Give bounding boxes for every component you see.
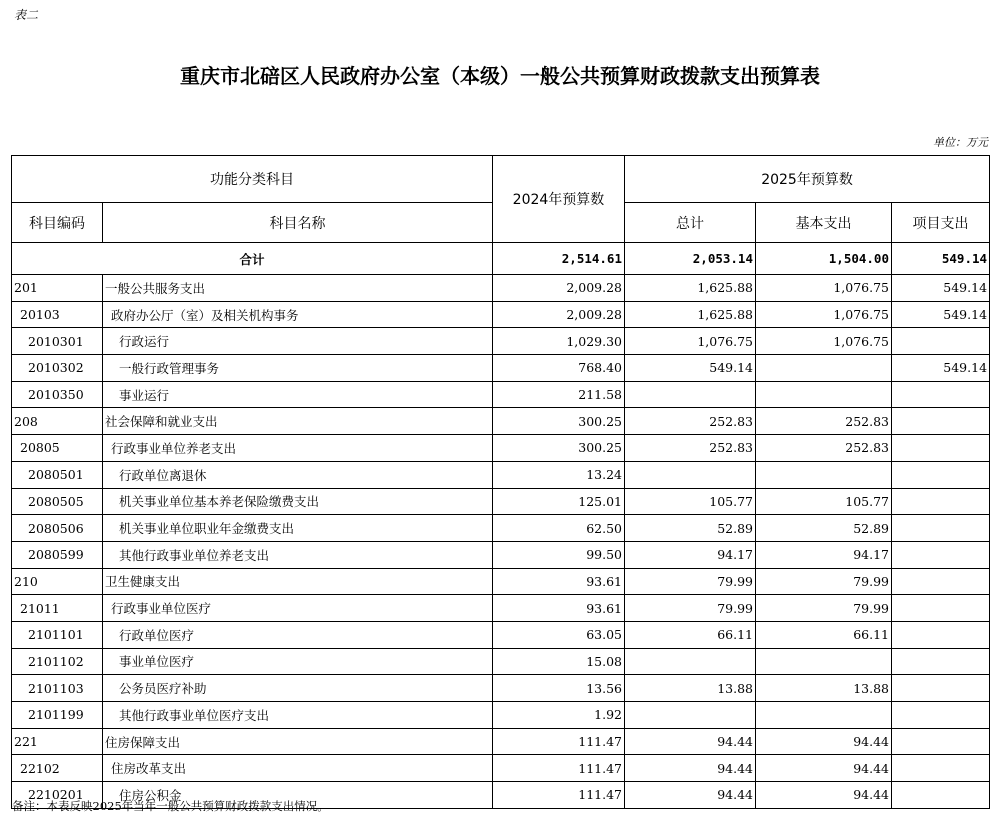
footnote: 备注：本表反映2025年当年一般公共预算财政拨款支出情况。 — [12, 799, 329, 813]
budget-2024-cell: 768.40 — [493, 355, 625, 382]
budget-2025-basic-cell — [756, 702, 892, 729]
budget-2024-cell: 111.47 — [493, 755, 625, 782]
budget-2025-basic-cell: 94.44 — [756, 755, 892, 782]
budget-2025-total-cell: 1,625.88 — [625, 301, 756, 328]
table-row — [12, 488, 990, 515]
budget-2025-project-cell — [892, 381, 990, 408]
unit-label: 单位：万元 — [933, 136, 988, 149]
budget-2025-basic-cell: 1,076.75 — [756, 275, 892, 302]
subject-code-cell: 2010301 — [12, 328, 103, 355]
subject-code-cell: 2080506 — [12, 515, 103, 542]
table-row — [12, 355, 990, 382]
total-row — [12, 243, 990, 275]
budget-2025-total-cell: 52.89 — [625, 515, 756, 542]
table-row — [12, 621, 990, 648]
table-row — [12, 541, 990, 568]
budget-2025-project-cell — [892, 595, 990, 622]
budget-2024-cell: 99.50 — [493, 541, 625, 568]
table-row — [12, 408, 990, 435]
budget-2025-total-cell: 94.44 — [625, 755, 756, 782]
budget-2024-cell: 2,009.28 — [493, 301, 625, 328]
subject-code-cell: 22102 — [12, 755, 103, 782]
budget-2025-total-cell: 252.83 — [625, 435, 756, 462]
subject-name-cell: 其他行政事业单位养老支出 — [103, 541, 493, 568]
budget-2025-total-cell — [625, 381, 756, 408]
budget-2025-total-cell: 94.44 — [625, 728, 756, 755]
budget-2025-total-cell: 66.11 — [625, 621, 756, 648]
subject-name-cell: 事业运行 — [103, 381, 493, 408]
budget-2024-cell: 62.50 — [493, 515, 625, 542]
budget-2024-cell: 300.25 — [493, 435, 625, 462]
subject-name-cell: 一般公共服务支出 — [103, 275, 493, 302]
page-title: 重庆市北碚区人民政府办公室（本级）一般公共预算财政拨款支出预算表 — [180, 64, 820, 88]
budget-2025-project-cell — [892, 488, 990, 515]
budget-2025-total-cell: 1,625.88 — [625, 275, 756, 302]
total-budget-2024: 2,514.61 — [493, 243, 625, 275]
budget-2025-total-cell: 1,076.75 — [625, 328, 756, 355]
subject-name-cell: 其他行政事业单位医疗支出 — [103, 702, 493, 729]
table-row — [12, 702, 990, 729]
header-budget-2024: 2024年预算数 — [493, 156, 625, 243]
subject-name-cell: 卫生健康支出 — [103, 568, 493, 595]
budget-2024-cell: 111.47 — [493, 728, 625, 755]
subject-code-cell: 2010350 — [12, 381, 103, 408]
subject-name-cell: 机关事业单位基本养老保险缴费支出 — [103, 488, 493, 515]
budget-2025-total-cell: 94.44 — [625, 782, 756, 809]
budget-2025-total-cell: 549.14 — [625, 355, 756, 382]
table-row — [12, 515, 990, 542]
budget-2024-cell: 1.92 — [493, 702, 625, 729]
budget-2025-total-cell: 94.17 — [625, 541, 756, 568]
budget-2025-basic-cell — [756, 461, 892, 488]
header-name: 科目名称 — [103, 203, 493, 243]
subject-code-cell: 20805 — [12, 435, 103, 462]
budget-2025-basic-cell: 1,076.75 — [756, 328, 892, 355]
table-header — [12, 156, 990, 243]
budget-2025-basic-cell: 1,076.75 — [756, 301, 892, 328]
subject-name-cell: 行政事业单位医疗 — [103, 595, 493, 622]
budget-2025-total-cell: 79.99 — [625, 568, 756, 595]
budget-2025-project-cell — [892, 568, 990, 595]
subject-name-cell: 行政单位医疗 — [103, 621, 493, 648]
budget-2025-basic-cell: 252.83 — [756, 435, 892, 462]
subject-name-cell: 政府办公厅（室）及相关机构事务 — [103, 301, 493, 328]
table-row — [12, 328, 990, 355]
budget-2025-basic-cell: 66.11 — [756, 621, 892, 648]
subject-code-cell: 2080501 — [12, 461, 103, 488]
budget-2024-cell: 15.08 — [493, 648, 625, 675]
table-row — [12, 461, 990, 488]
table-row — [12, 755, 990, 782]
budget-2025-basic-cell: 94.44 — [756, 728, 892, 755]
subject-code-cell: 208 — [12, 408, 103, 435]
budget-2025-project-cell — [892, 755, 990, 782]
budget-2025-total-cell: 79.99 — [625, 595, 756, 622]
budget-2025-basic-cell: 52.89 — [756, 515, 892, 542]
subject-name-cell: 住房改革支出 — [103, 755, 493, 782]
budget-2025-basic-cell: 79.99 — [756, 595, 892, 622]
subject-code-cell: 2101199 — [12, 702, 103, 729]
subject-code-cell: 2101103 — [12, 675, 103, 702]
subject-name-cell: 行政事业单位养老支出 — [103, 435, 493, 462]
subject-name-cell: 事业单位医疗 — [103, 648, 493, 675]
budget-2024-cell: 125.01 — [493, 488, 625, 515]
budget-2025-project-cell — [892, 435, 990, 462]
header-basic: 基本支出 — [756, 203, 892, 243]
budget-2024-cell: 111.47 — [493, 782, 625, 809]
total-label: 合计 — [12, 243, 493, 275]
subject-name-cell: 机关事业单位职业年金缴费支出 — [103, 515, 493, 542]
budget-2025-basic-cell: 252.83 — [756, 408, 892, 435]
subject-name-cell: 公务员医疗补助 — [103, 675, 493, 702]
budget-2025-project-cell — [892, 621, 990, 648]
table-row — [12, 301, 990, 328]
budget-2025-project-cell: 549.14 — [892, 355, 990, 382]
budget-2024-cell: 93.61 — [493, 595, 625, 622]
subject-name-cell: 住房公积金 — [103, 782, 493, 809]
budget-2025-project-cell — [892, 702, 990, 729]
budget-2025-basic-cell: 13.88 — [756, 675, 892, 702]
total-budget-2025-total: 2,053.14 — [625, 243, 756, 275]
table-row — [12, 728, 990, 755]
budget-2025-project-cell — [892, 515, 990, 542]
table-row — [12, 381, 990, 408]
subject-name-cell: 行政单位离退休 — [103, 461, 493, 488]
subject-code-cell: 201 — [12, 275, 103, 302]
budget-2024-cell: 13.56 — [493, 675, 625, 702]
budget-2025-total-cell: 252.83 — [625, 408, 756, 435]
budget-2024-cell: 93.61 — [493, 568, 625, 595]
subject-code-cell: 210 — [12, 568, 103, 595]
total-budget-2025-project: 549.14 — [892, 243, 990, 275]
table-row — [12, 675, 990, 702]
table-body — [12, 243, 990, 809]
budget-2024-cell: 2,009.28 — [493, 275, 625, 302]
budget-2025-basic-cell: 79.99 — [756, 568, 892, 595]
budget-2024-cell: 13.24 — [493, 461, 625, 488]
budget-2025-project-cell — [892, 408, 990, 435]
budget-2024-cell: 63.05 — [493, 621, 625, 648]
total-budget-2025-basic: 1,504.00 — [756, 243, 892, 275]
budget-2025-project-cell — [892, 728, 990, 755]
budget-2025-project-cell — [892, 648, 990, 675]
subject-name-cell: 一般行政管理事务 — [103, 355, 493, 382]
budget-2024-cell: 1,029.30 — [493, 328, 625, 355]
subject-code-cell: 2080599 — [12, 541, 103, 568]
budget-2025-basic-cell — [756, 381, 892, 408]
budget-2025-project-cell: 549.14 — [892, 275, 990, 302]
budget-2025-basic-cell: 105.77 — [756, 488, 892, 515]
subject-name-cell: 住房保障支出 — [103, 728, 493, 755]
budget-2025-basic-cell: 94.17 — [756, 541, 892, 568]
header-code: 科目编码 — [12, 203, 103, 243]
subject-code-cell: 221 — [12, 728, 103, 755]
budget-2025-project-cell: 549.14 — [892, 301, 990, 328]
budget-2025-total-cell: 105.77 — [625, 488, 756, 515]
budget-table — [11, 155, 990, 809]
subject-name-cell: 行政运行 — [103, 328, 493, 355]
budget-2024-cell: 211.58 — [493, 381, 625, 408]
table-row — [12, 648, 990, 675]
budget-2025-basic-cell — [756, 355, 892, 382]
budget-2025-total-cell: 13.88 — [625, 675, 756, 702]
subject-code-cell: 2101102 — [12, 648, 103, 675]
budget-2025-project-cell — [892, 675, 990, 702]
subject-code-cell: 2080505 — [12, 488, 103, 515]
budget-2025-basic-cell — [756, 648, 892, 675]
subject-code-cell: 21011 — [12, 595, 103, 622]
budget-2025-total-cell — [625, 702, 756, 729]
table-row — [12, 595, 990, 622]
subject-code-cell: 20103 — [12, 301, 103, 328]
header-project: 项目支出 — [892, 203, 990, 243]
table-label: 表二 — [14, 8, 39, 22]
subject-code-cell: 2210201 — [12, 782, 103, 809]
table-row — [12, 568, 990, 595]
budget-2025-total-cell — [625, 648, 756, 675]
table-row — [12, 275, 990, 302]
header-budget-2025: 2025年预算数 — [625, 156, 990, 203]
table-row — [12, 435, 990, 462]
budget-2025-project-cell — [892, 541, 990, 568]
budget-2024-cell: 300.25 — [493, 408, 625, 435]
budget-2025-basic-cell: 94.44 — [756, 782, 892, 809]
budget-2025-total-cell — [625, 461, 756, 488]
budget-2025-project-cell — [892, 782, 990, 809]
header-functional-group: 功能分类科目 — [12, 156, 493, 203]
budget-2025-project-cell — [892, 461, 990, 488]
header-total: 总计 — [625, 203, 756, 243]
budget-2025-project-cell — [892, 328, 990, 355]
subject-code-cell: 2101101 — [12, 621, 103, 648]
subject-code-cell: 2010302 — [12, 355, 103, 382]
subject-name-cell: 社会保障和就业支出 — [103, 408, 493, 435]
